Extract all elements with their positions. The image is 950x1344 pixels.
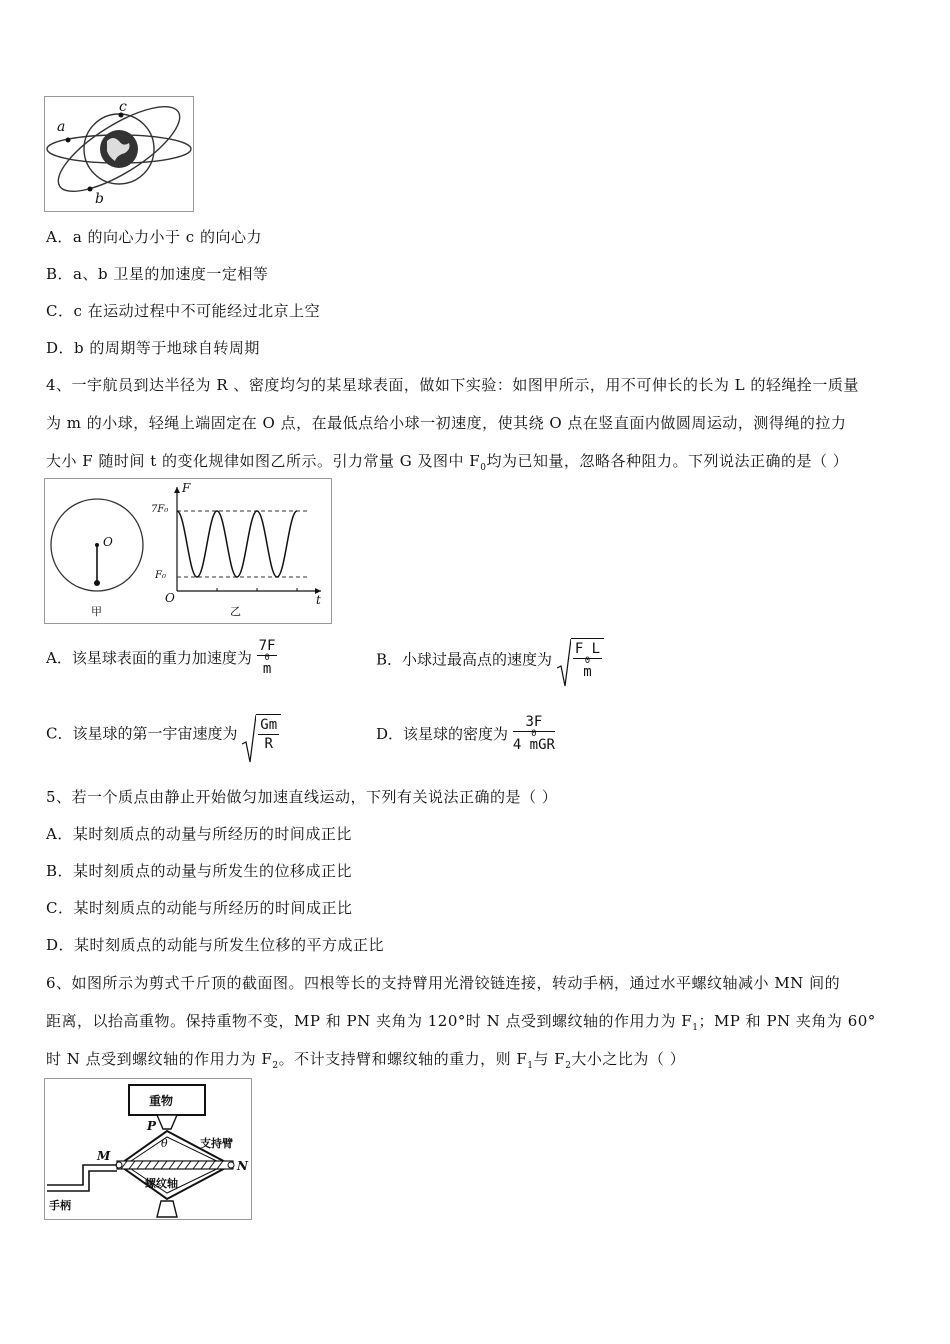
q4-stem-line3 xyxy=(46,450,848,473)
frac-numerator: Gm xyxy=(260,717,278,733)
fraction-3f0-over-4pimgr xyxy=(513,714,555,753)
f2-subscript-2: 2 xyxy=(565,1061,572,1071)
q4-option-c-text: C．该星球的第一宇宙速度为 xyxy=(46,724,238,743)
q6-stem-line3 xyxy=(46,1048,685,1071)
f0-subscript: 0 xyxy=(480,463,487,473)
q5-option-b: B．某时刻质点的动量与所发生的位移成正比 xyxy=(46,862,353,880)
label-c: c xyxy=(119,99,127,115)
f1-subscript: 1 xyxy=(692,1023,699,1033)
sqrt-gm-over-r xyxy=(242,714,281,752)
f1-subscript-2: 1 xyxy=(527,1061,534,1071)
point-p-label: P xyxy=(147,1119,157,1133)
q5-option-c: C．某时刻质点的动能与所经历的时间成正比 xyxy=(46,899,353,917)
t-axis-label: t xyxy=(316,593,321,607)
fraction-7f0-over-m xyxy=(257,638,278,677)
q5-option-a: A．某时刻质点的动量与所经历的时间成正比 xyxy=(46,825,352,843)
label-b: b xyxy=(95,191,104,207)
q4-stem-line3-part2: 均为已知量，忽略各种阻力。下列说法正确的是（ ） xyxy=(486,452,849,470)
q6-stem-line3-part3: 与 F xyxy=(533,1050,566,1068)
weight-label: 重物 xyxy=(149,1094,174,1108)
q3-option-a: A．a 的向心力小于 c 的向心力 xyxy=(46,228,262,246)
q6-stem-line1: 6、如图所示为剪式千斤顶的截面图。四根等长的支持臂用光滑铰链连接，转动手柄，通过水平螺纹轴减小 MN 间的 xyxy=(46,974,841,992)
q3-option-d: D．b 的周期等于地球自转周期 xyxy=(46,339,260,357)
q6-stem-line3-part4: 大小之比为（ ） xyxy=(571,1050,686,1068)
frac-denominator: R xyxy=(264,736,273,752)
satellite-orbit-figure xyxy=(44,96,194,212)
frac-subscript: 0 xyxy=(531,729,537,739)
q4-option-a-text: A．该星球表面的重力加速度为 xyxy=(46,649,252,667)
rope-tension-figure xyxy=(44,478,332,624)
q4-stem-line3-part1: 大小 F 随时间 t 的变化规律如图乙所示。引力常量 G 及图中 F xyxy=(46,452,481,470)
scissor-jack-figure xyxy=(44,1078,252,1220)
q6-stem-line2 xyxy=(46,1010,876,1033)
tick-f0: F₀ xyxy=(155,570,166,581)
q4-option-d-text: D．该星球的密度为 xyxy=(376,725,509,743)
frac-subscript: 0 xyxy=(264,653,270,663)
point-o-label: O xyxy=(103,535,113,549)
theta-label: θ xyxy=(161,1137,168,1150)
q6-stem-line3-part1: 时 N 点受到螺纹轴的作用力为 F xyxy=(46,1050,273,1068)
q5-option-d: D．某时刻质点的动能与所发生位移的平方成正比 xyxy=(46,936,385,954)
f-axis-label: F xyxy=(182,481,191,495)
q6-stem-line2-part2: ；MP 和 PN 夹角为 60° xyxy=(698,1012,876,1030)
q6-stem-line3-part2: 。不计支持臂和螺纹轴的重力，则 F xyxy=(278,1050,528,1068)
q4-option-d xyxy=(376,714,555,753)
frac-numerator: 7F xyxy=(258,638,276,654)
point-m-label: M xyxy=(97,1149,111,1163)
q4-option-b-text: B．小球过最高点的速度为 xyxy=(376,650,553,669)
frac-numerator: F L xyxy=(574,641,601,657)
q5-stem: 5、若一个质点由静止开始做匀加速直线运动，下列有关说法正确的是（ ） xyxy=(46,788,558,806)
q4-stem-line2: 为 m 的小球，轻绳上端固定在 O 点，在最低点给小球一初速度，使其绕 O 点在竖直面内做圆周运动，测得绳的拉力 xyxy=(46,414,847,432)
q4-option-a xyxy=(46,638,277,677)
rope-tension-diagram xyxy=(45,479,331,623)
frac-denominator: m xyxy=(583,664,592,680)
q4-option-b xyxy=(376,638,604,680)
jia-label: 甲 xyxy=(91,605,102,618)
frac-subscript: 0 xyxy=(584,656,591,666)
frac-denominator: 4 mGR xyxy=(512,737,555,753)
screw-label: 螺纹轴 xyxy=(145,1177,178,1190)
f2-subscript: 2 xyxy=(272,1061,279,1071)
handle-label: 手柄 xyxy=(49,1199,71,1212)
origin-label: O xyxy=(165,591,175,605)
q3-option-b: B．a、b 卫星的加速度一定相等 xyxy=(46,265,269,283)
sqrt-f0l-over-m xyxy=(557,638,604,680)
frac-denominator: m xyxy=(262,661,272,677)
q4-stem-line1: 4、一宇航员到达半径为 R 、密度均匀的某星球表面，做如下实验：如图甲所示，用不可伸长的长为 L 的轻绳拴一质量 xyxy=(46,376,859,394)
frac-numerator: 3F xyxy=(525,714,543,730)
yi-label: 乙 xyxy=(230,605,241,618)
label-a: a xyxy=(57,119,66,135)
q3-option-c: C．c 在运动过程中不可能经过北京上空 xyxy=(46,302,321,320)
point-n-label: N xyxy=(237,1159,248,1173)
q4-option-c xyxy=(46,714,281,752)
tick-7f0: 7F₀ xyxy=(151,504,169,515)
arm-label: 支持臂 xyxy=(200,1137,233,1150)
q6-stem-line2-part1: 距离，以抬高重物。保持重物不变，MP 和 PN 夹角为 120°时 N 点受到螺纹轴的作用力为 F xyxy=(46,1012,693,1030)
